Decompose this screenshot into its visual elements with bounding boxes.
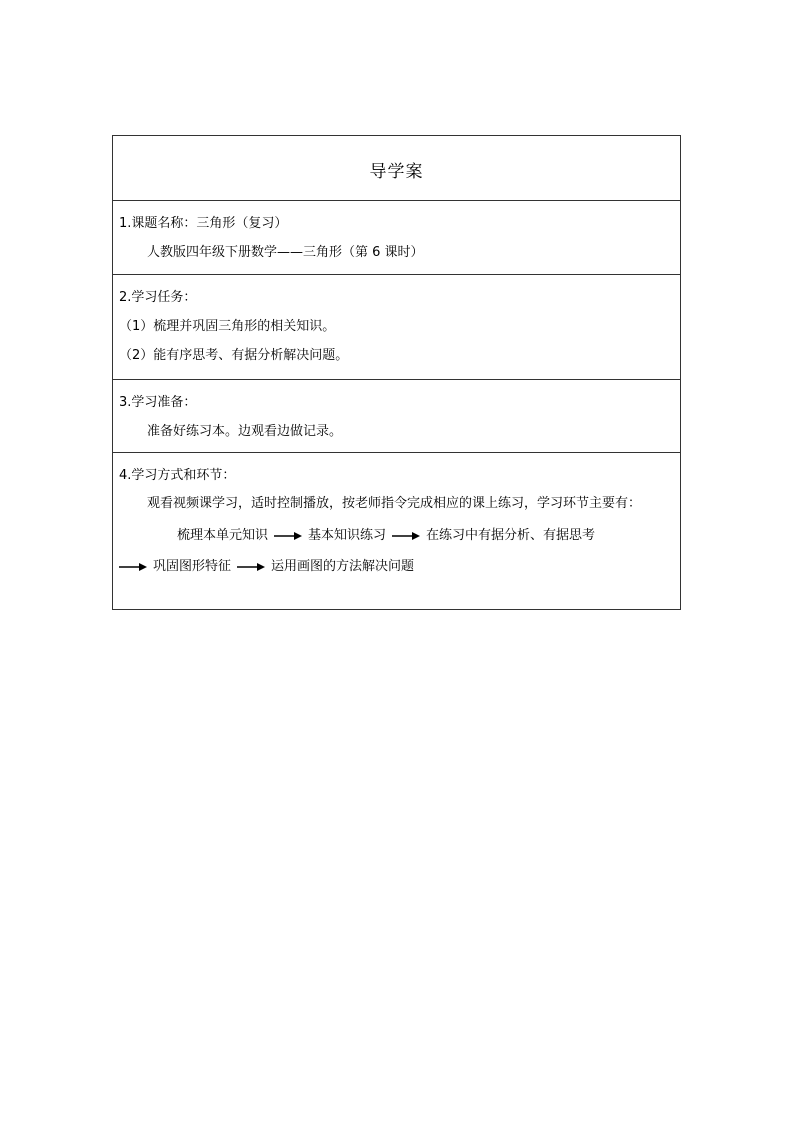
step-label: 梳理本单元知识 (177, 528, 269, 543)
section-preparation (113, 379, 680, 452)
step-label: 基本知识练习 (308, 528, 387, 543)
right-arrow-icon (392, 531, 420, 541)
preparation-content: 准备好练习本。边观看边做记录。 (147, 424, 343, 439)
right-arrow-icon (274, 531, 302, 541)
page-title: 导学案 (369, 161, 424, 182)
steps-flow-line-1 (119, 520, 674, 551)
preparation-heading: 3.学习准备： (119, 395, 197, 410)
section-method (113, 452, 680, 609)
task-item: （1）梳理并巩固三角形的相关知识。 (119, 319, 336, 334)
section-tasks (113, 274, 680, 379)
section-topic (113, 200, 680, 274)
right-arrow-icon (119, 562, 147, 572)
title-row (113, 136, 680, 200)
steps-flow-line-2 (119, 551, 674, 582)
guide-table (112, 135, 681, 610)
method-heading: 4.学习方式和环节： (119, 468, 236, 483)
method-paragraph: 观看视频课学习，适时控制播放，按老师指令完成相应的课上练习，学习环节主要有： (147, 496, 642, 511)
topic-heading: 1.课题名称：三角形（复习） (119, 216, 288, 231)
right-arrow-icon (237, 562, 265, 572)
step-label: 巩固图形特征 (153, 559, 232, 574)
step-label: 运用画图的方法解决问题 (271, 559, 415, 574)
tasks-heading: 2.学习任务： (119, 290, 197, 305)
step-label: 在练习中有据分析、有据思考 (426, 528, 596, 543)
topic-subline: 人教版四年级下册数学——三角形（第 6 课时） (147, 245, 424, 260)
task-item: （2）能有序思考、有据分析解决问题。 (119, 348, 349, 363)
